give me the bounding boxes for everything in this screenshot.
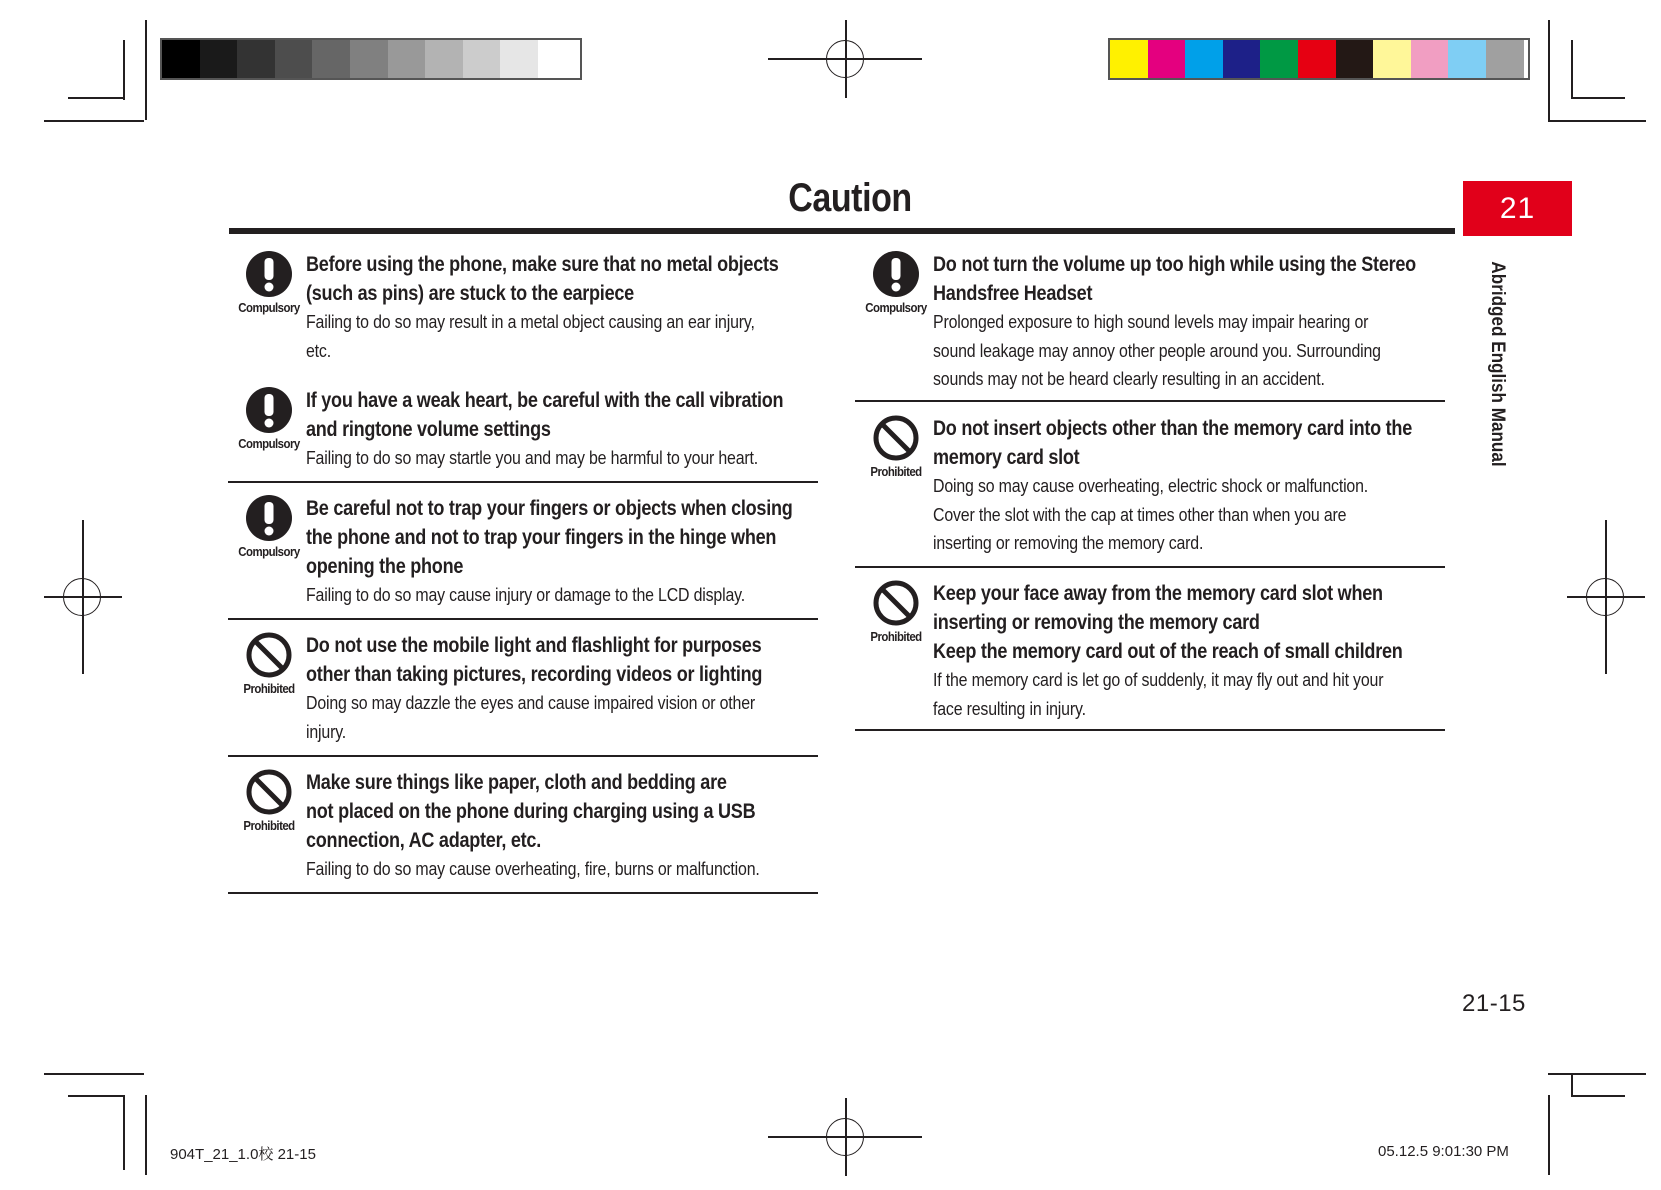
exclamation-circle-icon: [245, 250, 293, 298]
prohibited-badge: [228, 631, 310, 696]
compulsory-badge: [228, 494, 310, 559]
caution-body: If the memory card is let go of suddenly, it may fly out and hit your face resulting in injury.: [933, 669, 1384, 719]
side-label: Abridged English Manual: [1487, 261, 1508, 467]
caution-heading: Do not insert objects other than the memory card into the memory card slot: [933, 417, 1412, 469]
color-swatch: [538, 40, 576, 78]
color-swatch: [1486, 40, 1524, 78]
divider: [855, 566, 1445, 568]
footer-file-info: 904T_21_1.0校 21-15: [170, 1146, 316, 1163]
caution-heading: Do not use the mobile light and flashlight for purposes other than taking pictures, recording videos or lighting: [306, 634, 763, 686]
divider: [228, 481, 818, 483]
color-swatch: [388, 40, 426, 78]
caution-body: Failing to do so may cause overheating, fire, burns or malfunction.: [306, 858, 760, 879]
caution-body: Failing to do so may cause injury or damage to the LCD display.: [306, 584, 746, 605]
color-swatch: [500, 40, 538, 78]
caution-body: Prolonged exposure to high sound levels may impair hearing or sound leakage may annoy other people around you. Surrounding sounds may not be heard clearly resulting in an accident.: [933, 311, 1381, 389]
caution-heading: Before using the phone, make sure that no metal objects (such as pins) are stuck to the earpiece: [306, 253, 779, 305]
color-swatch: [425, 40, 463, 78]
color-swatch: [1298, 40, 1336, 78]
exclamation-circle-icon: [245, 386, 293, 434]
color-swatch: [275, 40, 313, 78]
prohibited-badge: [855, 414, 937, 479]
color-swatch: [162, 40, 200, 78]
grayscale-calibration-bar: [160, 38, 582, 80]
color-swatch: [1148, 40, 1186, 78]
color-swatch: [1110, 40, 1148, 78]
compulsory-label: Compulsory: [238, 436, 300, 451]
caution-heading: Make sure things like paper, cloth and bedding are not placed on the phone during charging using a USB connection, AC adapter, etc.: [306, 771, 756, 852]
caution-body: Doing so may cause overheating, electric shock or malfunction. Cover the slot with the cap at times other than when you are inserting or removing the memory card.: [933, 475, 1369, 553]
compulsory-badge: [228, 250, 310, 315]
compulsory-label: Compulsory: [865, 300, 927, 315]
color-swatch: [1336, 40, 1374, 78]
caution-heading: Keep your face away from the memory card slot when inserting or removing the memory card Keep the memory card out of the reach of small children: [933, 582, 1403, 663]
color-swatch: [237, 40, 275, 78]
compulsory-badge: [855, 250, 937, 315]
caution-heading: Do not turn the volume up too high while using the Stereo Handsfree Headset: [933, 253, 1416, 305]
caution-body: Failing to do so may result in a metal object causing an ear injury, etc.: [306, 311, 755, 361]
divider: [855, 729, 1445, 731]
color-swatch: [1223, 40, 1261, 78]
exclamation-circle-icon: [872, 250, 920, 298]
color-swatch: [1185, 40, 1223, 78]
color-swatch: [463, 40, 501, 78]
divider: [228, 755, 818, 757]
compulsory-label: Compulsory: [238, 544, 300, 559]
color-swatch: [1411, 40, 1449, 78]
prohibited-circle-icon: [872, 579, 920, 627]
caution-body: Doing so may dazzle the eyes and cause impaired vision or other injury.: [306, 692, 756, 742]
color-calibration-bar: [1108, 38, 1530, 80]
divider: [228, 618, 818, 620]
prohibited-badge: [228, 768, 310, 833]
compulsory-badge: [228, 386, 310, 451]
prohibited-circle-icon: [872, 414, 920, 462]
color-swatch: [350, 40, 388, 78]
divider: [228, 892, 818, 894]
prohibited-label: Prohibited: [870, 464, 922, 479]
color-swatch: [1448, 40, 1486, 78]
color-swatch: [1373, 40, 1411, 78]
compulsory-label: Compulsory: [238, 300, 300, 315]
footer-timestamp: 05.12.5 9:01:30 PM: [1378, 1143, 1509, 1160]
color-swatch: [200, 40, 238, 78]
page-title: Caution: [788, 176, 912, 220]
prohibited-label: Prohibited: [243, 818, 295, 833]
divider: [855, 400, 1445, 402]
color-swatch: [312, 40, 350, 78]
prohibited-label: Prohibited: [870, 629, 922, 644]
caution-heading: If you have a weak heart, be careful with the call vibration and ringtone volume settings: [306, 389, 784, 441]
color-swatch: [1260, 40, 1298, 78]
prohibited-circle-icon: [245, 631, 293, 679]
caution-heading: Be careful not to trap your fingers or objects when closing the phone and not to trap your fingers in the hinge when opening the phone: [306, 497, 793, 578]
exclamation-circle-icon: [245, 494, 293, 542]
chapter-tab: 21: [1463, 181, 1572, 236]
page-number: 21-15: [1462, 990, 1526, 1017]
prohibited-circle-icon: [245, 768, 293, 816]
title-rule: [229, 228, 1455, 234]
caution-body: Failing to do so may startle you and may be harmful to your heart.: [306, 447, 759, 468]
prohibited-badge: [855, 579, 937, 644]
prohibited-label: Prohibited: [243, 681, 295, 696]
